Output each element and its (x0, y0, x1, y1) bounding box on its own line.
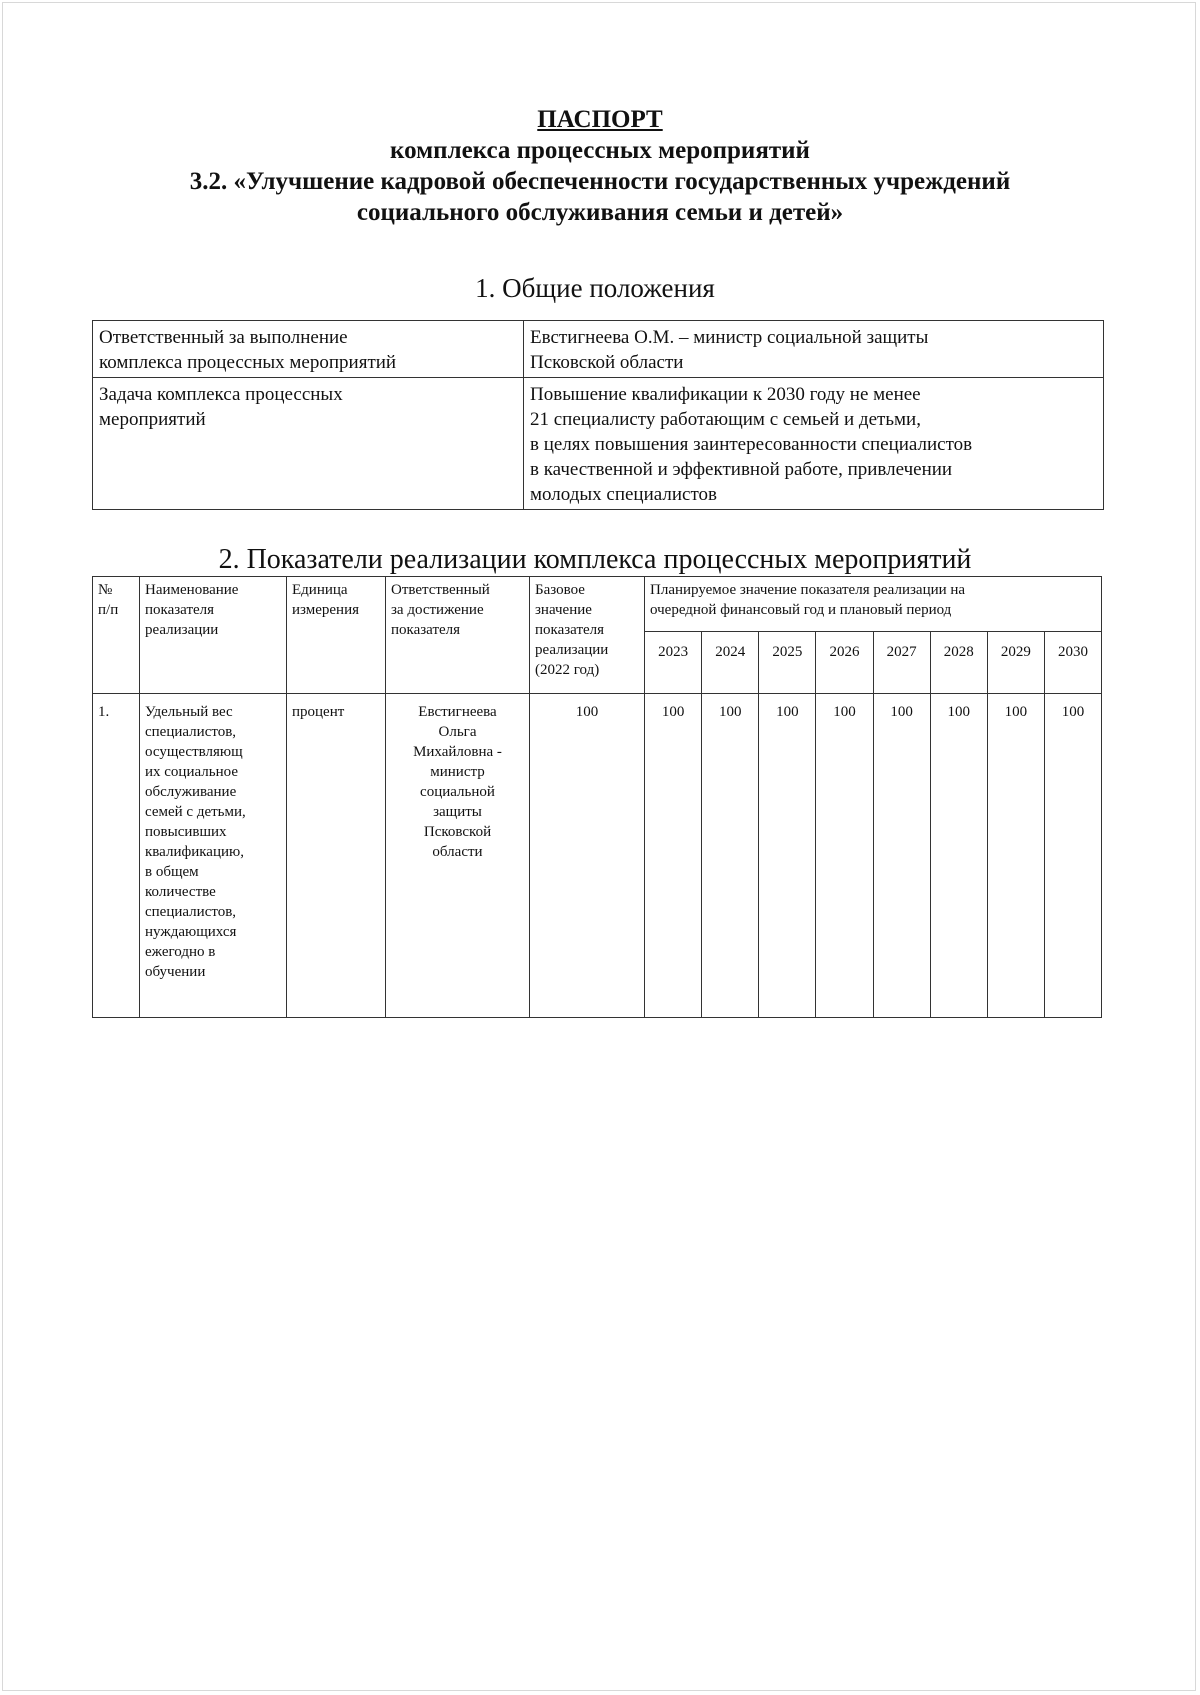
year-cell: 2025 (759, 632, 816, 694)
row-value-2029: 100 (987, 694, 1044, 1018)
table-row (93, 694, 1102, 1018)
label-line: Задача комплекса процессных (99, 384, 343, 405)
name-line: обучении (145, 964, 206, 980)
general-provisions-table (92, 320, 1104, 510)
row-name (140, 694, 287, 1018)
year-cell: 2028 (930, 632, 987, 694)
name-line: в общем (145, 864, 199, 880)
label-line: мероприятий (99, 409, 206, 430)
year-cell: 2024 (702, 632, 759, 694)
row-unit: процент (287, 694, 386, 1018)
year-cell: 2027 (873, 632, 930, 694)
header-line: измерения (292, 602, 360, 618)
header-responsible (386, 577, 530, 694)
row-value-2027: 100 (873, 694, 930, 1018)
year-cell: 2023 (645, 632, 702, 694)
section2-heading: 2. Показатели реализации комплекса процессных мероприятий (218, 544, 972, 575)
value-line: молодых специалистов (530, 484, 717, 505)
header-line: № (98, 582, 113, 598)
row-num: 1. (93, 694, 140, 1018)
name-line: нуждающихся (145, 924, 237, 940)
name-line: осуществляющ (145, 744, 243, 760)
responsible-value-cell (524, 321, 1104, 378)
row-value-2028: 100 (930, 694, 987, 1018)
header-name (140, 577, 287, 694)
header-row (93, 577, 1102, 632)
document-title-block (0, 104, 1200, 228)
row-value-2030: 100 (1044, 694, 1101, 1018)
header-planned (645, 577, 1102, 632)
year-cell: 2030 (1044, 632, 1101, 694)
header-line: Планируемое значение показателя реализации на (650, 582, 966, 598)
document-title: ПАСПОРТ (537, 106, 663, 133)
responsible-line: министр (430, 764, 485, 780)
value-line: 21 специалисту работающим с семьей и детьми, (530, 409, 921, 430)
year-cell: 2029 (987, 632, 1044, 694)
header-unit (287, 577, 386, 694)
header-num (93, 577, 140, 694)
header-line: показателя (535, 622, 605, 638)
task-label-cell (93, 378, 524, 510)
row-value-2025: 100 (759, 694, 816, 1018)
header-line: значение (535, 602, 592, 618)
label-line: Ответственный за выполнение (99, 327, 348, 348)
value-line: Псковской области (530, 352, 684, 373)
responsible-line: Ольга (438, 724, 477, 740)
document-name-line-2: социального обслуживания семьи и детей» (356, 199, 844, 226)
header-line: показателя (391, 622, 461, 638)
name-line: ежегодно в (145, 944, 216, 960)
header-line: показателя (145, 602, 215, 618)
section1-heading: 1. Общие положения (475, 273, 715, 303)
name-line: квалификацию, (145, 844, 244, 860)
name-line: Удельный вес (145, 704, 233, 720)
row-value-2023: 100 (645, 694, 702, 1018)
row-value-2024: 100 (702, 694, 759, 1018)
value-line: Повышение квалификации к 2030 году не менее (530, 384, 921, 405)
header-line: Единица (292, 582, 348, 598)
value-line: в целях повышения заинтересованности специалистов (530, 434, 973, 455)
value-line: Евстигнеева О.М. – министр социальной защиты (530, 327, 929, 348)
indicators-table (92, 576, 1102, 1018)
responsible-line: Михайловна - (413, 744, 502, 760)
label-line: комплекса процессных мероприятий (99, 352, 397, 373)
header-line: реализации (145, 622, 219, 638)
row-responsible (386, 694, 530, 1018)
document-name-line-1: 3.2. «Улучшение кадровой обеспеченности государственных учреждений (189, 168, 1011, 195)
name-line: количестве (145, 884, 216, 900)
name-line: обслуживание (145, 784, 237, 800)
table-row (93, 378, 1104, 510)
header-line: Базовое (535, 582, 585, 598)
responsible-line: защиты (433, 804, 482, 820)
row-value-2026: 100 (816, 694, 873, 1018)
year-cell: 2026 (816, 632, 873, 694)
name-line: повысивших (145, 824, 227, 840)
name-line: специалистов, (145, 904, 237, 920)
responsible-line: социальной (420, 784, 495, 800)
value-line: в качественной и эффективной работе, привлечении (530, 459, 953, 480)
header-line: Наименование (145, 582, 239, 598)
name-line: специалистов, (145, 724, 237, 740)
name-line: их социальное (145, 764, 238, 780)
document-subtitle: комплекса процессных мероприятий (390, 137, 810, 164)
header-line: очередной финансовый год и плановый период (650, 602, 952, 618)
header-line: за достижение (391, 602, 484, 618)
header-base (530, 577, 645, 694)
table-row (93, 321, 1104, 378)
responsible-line: области (432, 844, 483, 860)
name-line: семей с детьми, (145, 804, 246, 820)
responsible-label-cell (93, 321, 524, 378)
responsible-line: Псковской (423, 824, 492, 840)
header-line: п/п (98, 602, 119, 618)
task-value-cell (524, 378, 1104, 510)
header-line: (2022 год) (535, 662, 600, 678)
responsible-line: Евстигнеева (418, 704, 497, 720)
header-line: Ответственный (391, 582, 490, 598)
header-line: реализации (535, 642, 609, 658)
row-base-value: 100 (530, 694, 645, 1018)
